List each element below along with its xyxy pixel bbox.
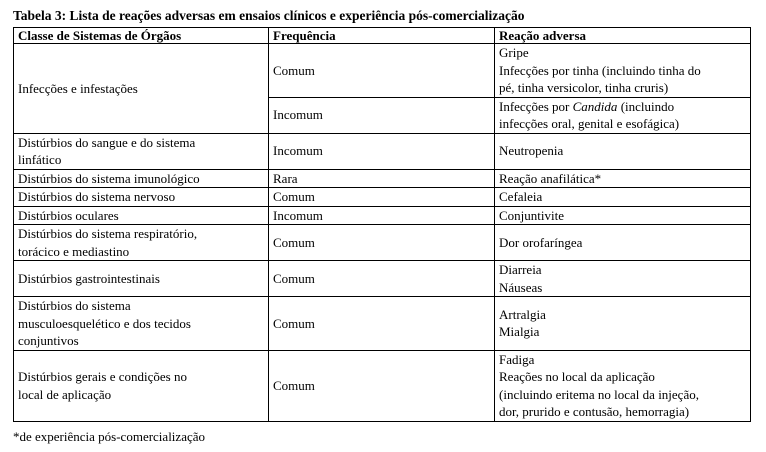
cell-text: Distúrbios do sistema imunológico [18, 170, 200, 186]
cell-text: Artralgia [499, 306, 546, 322]
table-row [14, 206, 751, 225]
cell-text-prefix: Infecções por [499, 98, 573, 114]
cell-text: Distúrbios do sistema nervoso [18, 189, 176, 204]
frequency-cell: Comum [269, 44, 495, 98]
reaction-cell [495, 44, 751, 98]
reaction-cell [495, 206, 751, 225]
table-row [14, 225, 751, 261]
cell-text-italic: Candida [572, 98, 618, 114]
reaction-cell [495, 350, 751, 421]
table-row [14, 169, 751, 188]
cell-text: Distúrbios gerais e condições no [18, 369, 187, 384]
table-row [14, 297, 751, 351]
table-caption: Tabela 3: Lista de reações adversas em ensaios clínicos e experiência pós-comercialização [13, 8, 525, 23]
table-row [14, 133, 751, 169]
frequency-cell: Comum [269, 188, 495, 207]
cell-text: Reações no local da aplicação [499, 369, 655, 384]
organ-class-cell [14, 261, 269, 297]
reaction-cell [495, 97, 751, 133]
cell-text: Conjuntivite [499, 207, 564, 223]
cell-text: pé, tinha versicolor, tinha cruris) [499, 80, 669, 95]
reaction-cell [495, 188, 751, 207]
reaction-cell [495, 225, 751, 261]
footnote: *de experiência pós-comercialização [13, 429, 205, 444]
cell-text [499, 98, 746, 116]
cell-text: Infecções e infestações [18, 80, 138, 96]
adverse-reactions-table [13, 27, 751, 422]
header-frequency: Frequência [269, 28, 495, 44]
table-row [14, 261, 751, 297]
cell-text: Distúrbios gastrointestinais [18, 270, 160, 286]
frequency-cell: Comum [269, 261, 495, 297]
table-row [14, 188, 751, 207]
cell-text: Diarreia [499, 262, 542, 277]
reaction-cell [495, 133, 751, 169]
reaction-cell [495, 297, 751, 351]
header-row [14, 28, 751, 44]
cell-text: Reação anafilática* [499, 170, 602, 186]
cell-text-suffix: (incluindo [617, 98, 675, 114]
frequency-cell: Rara [269, 169, 495, 188]
cell-text: Náuseas [499, 279, 543, 295]
frequency-cell: Comum [269, 225, 495, 261]
cell-text: Distúrbios oculares [18, 207, 119, 223]
organ-class-cell [14, 350, 269, 421]
cell-text: (incluindo eritema no local da injeção, [499, 386, 699, 402]
cell-text: Cefaleia [499, 189, 543, 204]
reaction-cell [495, 261, 751, 297]
frequency-cell: Comum [269, 350, 495, 421]
cell-text: musculoesquelético e dos tecidos [18, 315, 191, 331]
header-adverse-reaction: Reação adversa [495, 28, 751, 44]
cell-text: Gripe [499, 45, 529, 60]
header-organ-class: Classe de Sistemas de Órgãos [14, 28, 269, 44]
organ-class-cell [14, 206, 269, 225]
cell-text: conjuntivos [18, 333, 79, 348]
cell-text: Dor orofaríngea [499, 234, 583, 250]
organ-class-cell [14, 297, 269, 351]
frequency-cell: Incomum [269, 206, 495, 225]
frequency-cell: Incomum [269, 97, 495, 133]
organ-class-cell [14, 44, 269, 134]
table-row [14, 350, 751, 421]
organ-class-cell [14, 188, 269, 207]
table-row [14, 44, 751, 98]
cell-text: Distúrbios do sistema respiratório, [18, 226, 198, 241]
cell-text: Infecções por tinha (incluindo tinha do [499, 62, 701, 78]
cell-text: Distúrbios do sangue e do sistema [18, 134, 196, 150]
cell-text: dor, prurido e contusão, hemorragia) [499, 404, 690, 419]
organ-class-cell [14, 133, 269, 169]
frequency-cell: Incomum [269, 133, 495, 169]
reaction-cell [495, 169, 751, 188]
cell-text: Neutropenia [499, 143, 564, 159]
cell-text: infecções oral, genital e esofágica) [499, 116, 680, 131]
cell-text: torácico e mediastino [18, 243, 130, 259]
cell-text: Fadiga [499, 351, 535, 367]
cell-text: local de aplicação [18, 386, 112, 402]
frequency-cell: Comum [269, 297, 495, 351]
organ-class-cell [14, 169, 269, 188]
cell-text: Distúrbios do sistema [18, 298, 131, 313]
cell-text: linfático [18, 152, 62, 167]
cell-text: Mialgia [499, 324, 540, 340]
organ-class-cell [14, 225, 269, 261]
